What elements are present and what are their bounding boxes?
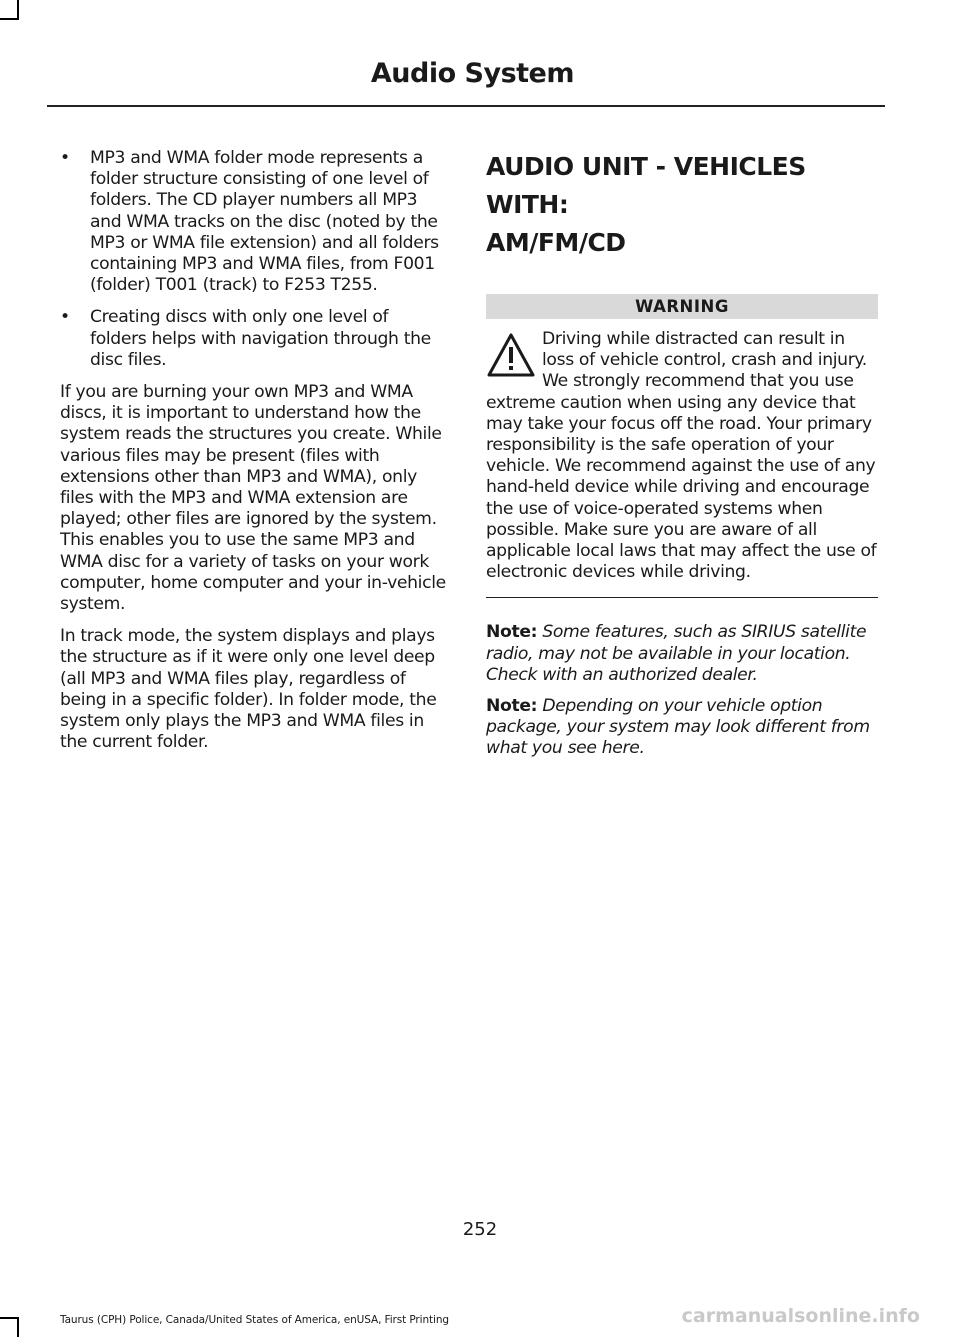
warning-body (486, 329, 878, 583)
bullet-text: Creating discs with only one level of folders helps with navigation through the disc files. (90, 307, 431, 370)
section-title-line1: AUDIO UNIT - VEHICLES WITH: (486, 152, 806, 219)
warning-divider (486, 597, 878, 598)
bullet-marker: • (60, 307, 70, 328)
bullet-item (60, 307, 448, 371)
bullet-text: MP3 and WMA folder mode represents a folder structure consisting of one level of folders. The CD player numbers all MP3 and WMA tracks on the disc (noted by the MP3 or WMA file extension) and all folders containing MP3 and WMA files, from F001 (folder) T001 (track) to F253 T255. (90, 148, 439, 296)
note (486, 622, 878, 686)
paragraph: In track mode, the system displays and plays the structure as if it were only one level deep (all MP3 and WMA files play, regardless of being in a specific folder). In folder mode, the system only plays the MP3 and WMA files in the current folder. (60, 626, 437, 753)
watermark-logo: carmanualsonline.info (681, 1305, 920, 1327)
warning-triangle-icon (486, 331, 536, 389)
note-label: Note: (486, 622, 538, 643)
bullet-marker: • (60, 148, 70, 168)
section-title (486, 148, 878, 262)
footer-text: Taurus (CPH) Police, Canada/United States of America, enUSA, First Printing (60, 1314, 449, 1326)
header-divider (47, 105, 885, 107)
bullet-item (60, 148, 448, 296)
crop-mark-bottom-left (17, 1317, 19, 1337)
section-title-line2: AM/FM/CD (486, 228, 626, 257)
crop-mark-top-left (17, 0, 19, 20)
crop-mark-top-left-h (0, 18, 19, 20)
note-text: Depending on your vehicle option package, your system may look different from what you see here. (486, 696, 870, 759)
right-column (486, 148, 878, 760)
warning-text: Driving while distracted can result in loss of vehicle control, crash and injury. We strongly recommend that you use extreme caution when using any device that may take your focus off the road. Your primary responsibility is the safe operation of your vehicle. We recommend against the use of any hand-held device while driving and encourage the use of voice-operated systems when possible. Make sure you are aware of all applicable local laws that may affect the use of electronic devices while driving. (486, 329, 877, 583)
crop-mark-bottom-left-h (0, 1317, 19, 1319)
note (486, 696, 878, 760)
paragraph: If you are burning your own MP3 and WMA discs, it is important to understand how the system reads the structures you create. While various files may be present (files with extensions other than MP3 and WMA), only files with the MP3 and WMA extension are played; other files are ignored by the system. This enables you to use the same MP3 and WMA disc for a variety of tasks on your work computer, home computer and your in-vehicle system. (60, 382, 446, 615)
note-label: Note: (486, 696, 538, 717)
warning-header: WARNING (486, 294, 878, 319)
left-column (60, 148, 448, 764)
note-text: Some features, such as SIRIUS satellite radio, may not be available in your location. Check with an authorized dealer. (486, 622, 867, 685)
page-header-title: Audio System (370, 58, 574, 89)
page-number: 252 (462, 1219, 498, 1240)
